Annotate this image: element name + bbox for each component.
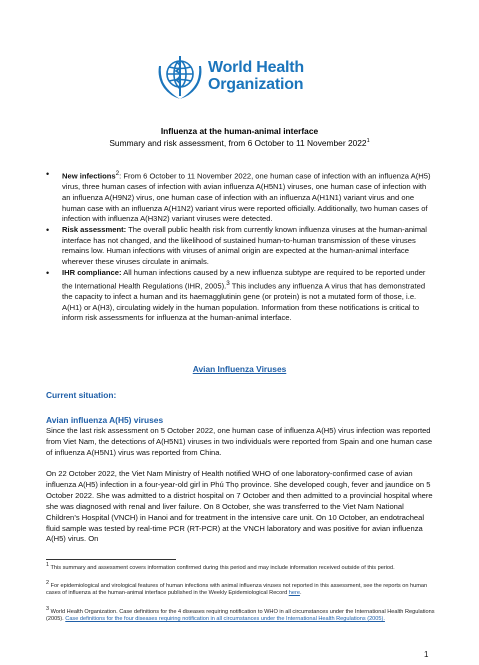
footnote-ref-2: 2 [115,170,120,177]
footnote-2: $^2$ For epidemiological and virological features of human infections with animal influenza viruses not reported in this assessment, see the reports on human cases of influenza at the human-animal interface published in the Weekly Epidemiological Record here. [46,580,428,597]
bullet-ihr-compliance [46,268,431,324]
footnote-number: 1 [46,562,50,569]
footnote-number: 3 [46,606,50,613]
bullet-label: IHR compliance: [62,267,122,277]
logo-line-2: Organization [208,76,304,93]
bullet-text: All human infections caused by a new influenza subtype are required to be reported under the International Health Regulations (IHR, 2005). [62,267,426,291]
bullet-text: The overall public health risk from currently known influenza viruses at the human-animal interface has not changed, and the likelihood of sustained human-to-human transmission of these viruses remains low. Human infections with viruses of animal origin are expected at the human-animal interface wherever these viruses circulate in animals. [62,225,427,267]
avian-influenza-heading[interactable]: Avian Influenza Viruses [192,364,287,374]
footnote-divider [46,559,176,560]
bullet-new-infections [46,169,431,225]
footnote-3 [46,606,438,624]
paragraph-viet-nam-case: On 22 October 2022, the Viet Nam Ministry of Health notified WHO of one laboratory-confirmed case of avian influenza A(H5) infection in a four-year-old girl in Phú Thọ province. She developed cough, fever and jaundice on 5 October 2022. She was admitted to a district hospital on 7 October and then admitted to a provincial hospital where she was diagnosed with renal and liver failure. On 8 October, she was transferred to the Viet Nam National Children’s Hospital (VNCH) in Hanoi and for treatment in the intensive care unit. On 10 October, an endotracheal fluid sample was tested by real-time PCR (RT-PCR) at the VNCH laboratory and was positive for avian influenza A(H5) virus. On [46,469,433,544]
who-logo [156,52,331,104]
footnote-3-link[interactable]: Case definitions for the four diseases requiring notification in all circumstances under the International Health Regulations (2005). [65,616,385,623]
footnote-1 [46,562,438,572]
h5-viruses-heading: Avian influenza A(H5) viruses [46,415,164,425]
document-subtitle [0,138,479,148]
current-situation-heading: Current situation: [46,390,117,400]
bullet-label: New infections [62,171,116,181]
footnote-number: 2 [46,580,50,587]
bullet-text: : From 6 October to 11 November 2022, one human case of infection with an influenza A(H5) virus, three human cases of infection with avian influenza A(H5N1) viruses, one human case of infection with an influenza A(H9N2) virus, one human case of infection with an influenza A(H1N1) variant virus and one human case with an influenza A(H1N2) variant virus were reported officially. Additionally, two human cases of infection with influenza A(H3N2) variant viruses were detected. [62,171,431,224]
footnote-text: This summary and assessment covers information confirmed during this period and may include information received outside of this period. [49,565,395,571]
bullet-label: Risk assessment: [62,225,127,235]
document-title: Influenza at the human-animal interface [160,126,319,136]
footnote-text: World Health Organization. Case definitions for the 4 diseases requiring notification to WHO in all circumstances under the International Health Regulations (2005). [46,609,435,623]
footnote-2-link[interactable]: here [288,590,300,597]
footnote-ref-1: 1 [366,138,370,145]
footnote-text: For epidemiological and virological features of human infections with animal influenza viruses not reported in this assessment, see the reports on human cases of influenza at the human-animal interface published in the Weekly Epidemiological Record [46,583,428,597]
bullet-text-cont: This includes any influenza A virus that has demonstrated the capacity to infect a human and its haemagglutinin gene (or protein) is not a mutated form of those, i.e. A(H1) or A(H3), circulating widely in the human population. Information from these notifications is critical to inform risk assessments for influenza at the human-animal interface. [62,281,426,323]
paragraph-summary: Since the last risk assessment on 5 October 2022, one human case of influenza A(H5) virus infection was reported from Viet Nam, the detections of A(H5N1) viruses in two individuals were reported from Spain and one human case of influenza A(H5N1) virus was reported from China. [46,426,433,457]
logo-line-1: World Health [208,59,304,76]
who-emblem-icon [156,52,204,102]
footnote-ref-3: 3 [226,279,230,287]
subtitle-text: Summary and risk assessment, from 6 October to 11 November 2022 [109,138,367,148]
summary-bullets [46,169,431,324]
bullet-risk-assessment [46,225,431,268]
page-number: 1 [424,650,429,659]
logo-wordmark [208,59,304,93]
